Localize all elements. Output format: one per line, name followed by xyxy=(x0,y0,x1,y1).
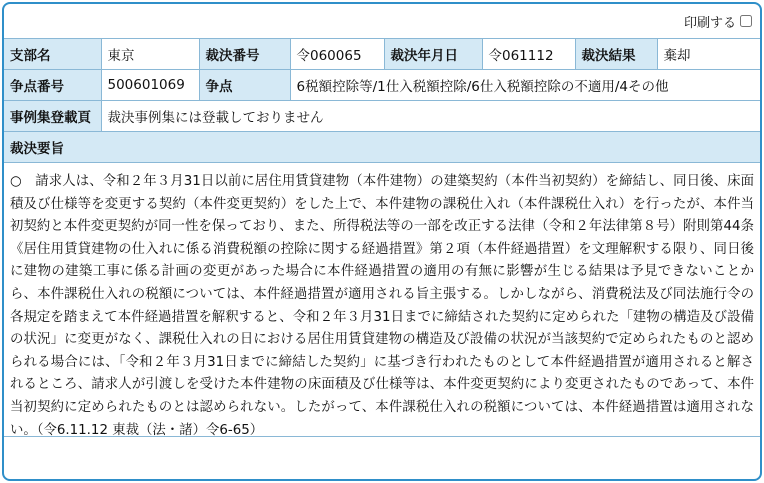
decision-number-label: 裁決番号 xyxy=(199,39,290,70)
info-table xyxy=(4,39,760,132)
table-row xyxy=(4,101,760,132)
decision-number-value: 令060065 xyxy=(290,39,384,70)
branch-value: 東京 xyxy=(101,39,199,70)
print-checkbox[interactable] xyxy=(740,15,752,27)
casebook-label: 事例集登載頁 xyxy=(4,101,101,132)
table-row xyxy=(4,39,760,70)
decision-result-value: 棄却 xyxy=(657,39,760,70)
issue-value: 6税額控除等/1仕入税額控除/6仕入税額控除の不適用/4その他 xyxy=(290,70,760,101)
print-toggle[interactable] xyxy=(684,12,752,31)
summary-title: 裁決要旨 xyxy=(4,132,760,163)
issue-number-label: 争点番号 xyxy=(4,70,101,101)
issue-number-value: 500601069 xyxy=(101,70,199,101)
print-row xyxy=(4,4,760,39)
decision-panel xyxy=(2,2,762,481)
print-label: 印刷する xyxy=(683,15,736,31)
casebook-value: 裁決事例集には登載しておりません xyxy=(101,101,760,132)
table-row xyxy=(4,70,760,101)
issue-label: 争点 xyxy=(199,70,290,101)
decision-date-value: 令061112 xyxy=(482,39,575,70)
summary-text: ○ 請求人は、令和２年３月31日以前に居住用賃貸建物（本件建物）の建築契約（本件当初契約）を締結し、同日後、床面積及び仕様等を変更する契約（本件変更契約）をした上で、本件建物の課税仕入れ（本件課税仕入れ）を行ったが、本件当初契約と本件変更契約が同一性を保っており、また、所得税法等の一部を改正する法律（令和２年法律第８号）附則第44条《居住用賃貸建物の仕入れに係る消費税額の控除に関する経過措置》第２項（本件経過措置）を文理解釈する限り、同日後に建物の建築工事に係る計画の変更があった場合に本件経過措置の適用の有無に影響が生じる結果は予見できないことから、本件課税仕入れの税額については、本件経過措置が適用される旨主張する。しかしながら、消費税法及び同法施行令の各規定を踏まえて本件経過措置を解釈すると、令和２年３月31日までに締結された契約に定められた「建物の構造及び設備の状況」に変更がなく、課税仕入れの日における居住用賃貸建物の構造及び設備の状況が当該契約で定められたものと認められる場合には、「令和２年３月31日までに締結した契約」に基づき行われたものとして本件経過措置が適用されると解されるところ、請求人が引渡しを受けた本件建物の床面積及び仕様等は、本件変更契約により変更されたものであって、本件当初契約に定められたものとは認められない。したがって、本件課税仕入れの税額については、本件経過措置は適用されない。（令6.11.12 東裁（法・諸）令6-65） xyxy=(4,163,760,437)
decision-date-label: 裁決年月日 xyxy=(384,39,482,70)
branch-label: 支部名 xyxy=(4,39,101,70)
decision-result-label: 裁決結果 xyxy=(575,39,657,70)
